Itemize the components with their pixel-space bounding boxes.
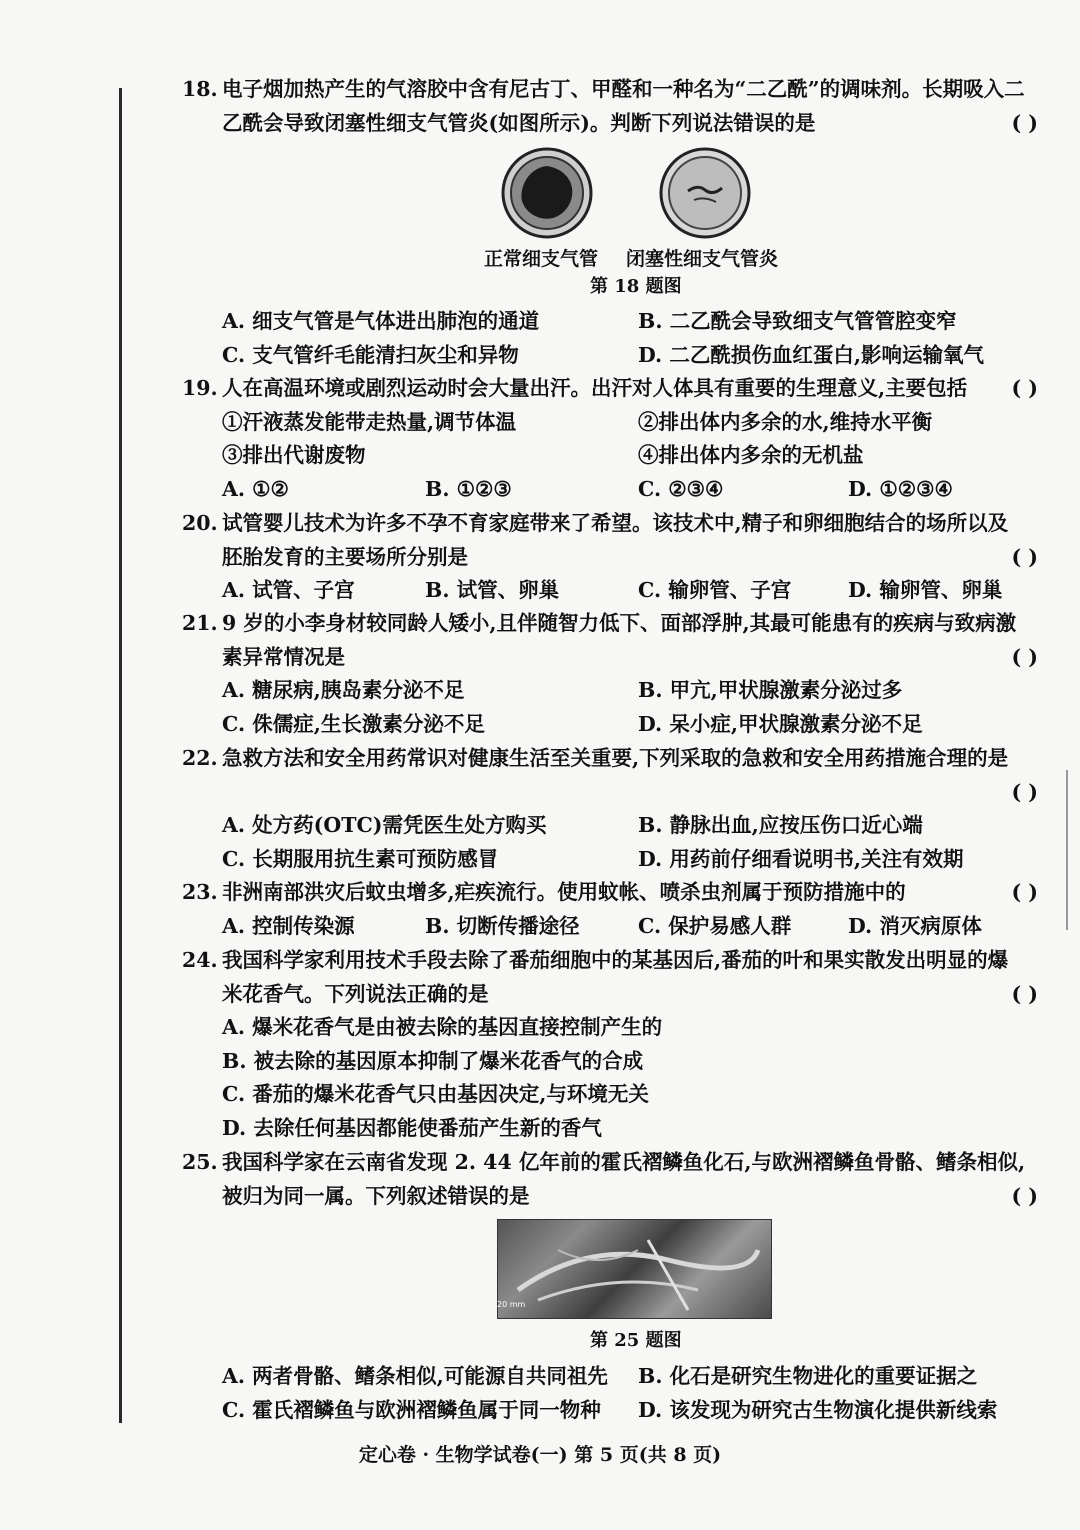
question-number: 22. [182, 746, 218, 770]
obstructed-bronchiole-image [658, 146, 752, 240]
question-number: 25. [182, 1150, 218, 1174]
question-18 [182, 73, 1040, 140]
left-margin-line [119, 88, 122, 1423]
question-18-options [182, 305, 1040, 372]
option-c: C. 保护易感人群 [638, 913, 792, 938]
question-number: 19. [182, 376, 218, 400]
question-stem: 急救方法和安全用药常识对健康生活至关重要,下列采取的急救和安全用药措施合理的是 [222, 746, 1009, 770]
question-21 [182, 607, 1040, 741]
option-d: D. 二乙酰损伤血红蛋白,影响运输氧气 [638, 342, 984, 367]
question-stem: 人在高温环境或剧烈运动时会大量出汗。出汗对人体具有重要的生理意义,主要包括 [222, 376, 968, 400]
question-23 [182, 876, 1040, 943]
option-c: C. 霍氏褶鳞鱼与欧洲褶鳞鱼属于同一物种 [222, 1397, 601, 1422]
option-d: D. 消灭病原体 [848, 913, 982, 938]
question-20 [182, 507, 1040, 608]
option-b: B. 试管、卵巢 [425, 578, 560, 602]
option-b: B. 切断传播途径 [425, 913, 580, 938]
option-a: A. 两者骨骼、鳍条相似,可能源自共同祖先 [222, 1364, 608, 1388]
statement-4: ④排出体内多余的无机盐 [638, 443, 864, 467]
question-25-options [182, 1360, 1040, 1427]
answer-bracket: ( ) [1011, 376, 1038, 400]
option-a: A. ①② [222, 476, 289, 501]
option-b: B. 二乙酰会导致细支气管管腔变窄 [638, 309, 957, 333]
question-25 [182, 1146, 1040, 1213]
option-b: B. 甲亢,甲状腺激素分泌过多 [638, 678, 903, 702]
answer-bracket: ( ) [1011, 110, 1038, 135]
option-b: B. 被去除的基因原本抑制了爆米花香气的合成 [222, 1048, 644, 1073]
statement-3: ③排出代谢废物 [222, 443, 366, 467]
question-stem-line-1: 试管婴儿技术为许多不孕不育家庭带来了希望。该技术中,精子和卵细胞结合的场所以及 [222, 511, 1009, 535]
option-b: B. ①②③ [425, 476, 512, 501]
question-number: 24. [182, 948, 218, 972]
question-stem: 非洲南部洪灾后蚊虫增多,疟疾流行。使用蚊帐、喷杀虫剂属于预防措施中的 [222, 880, 906, 904]
option-a: A. 控制传染源 [222, 913, 355, 938]
fossil-image [497, 1219, 772, 1319]
figure-label-normal: 正常细支气管 [484, 248, 599, 270]
question-stem: 电子烟加热产生的气溶胶中含有尼古丁、甲醛和一种名为“二乙酰”的调味剂。长期吸入二乙酰会导致闭塞性细支气管炎(如图所示)。判断下列说法错误的是 [222, 77, 1025, 135]
statement-1: ①汗液蒸发能带走热量,调节体温 [222, 409, 517, 434]
question-number: 20. [182, 511, 218, 535]
statement-2: ②排出体内多余的水,维持水平衡 [638, 409, 933, 434]
option-d: D. 去除任何基因都能使番茄产生新的香气 [222, 1115, 602, 1140]
question-stem-line-1: 我国科学家在云南省发现 2. 44 亿年前的霍氏褶鳞鱼化石,与欧洲褶鳞鱼骨骼、鳍条相似, [222, 1150, 1026, 1174]
option-d: D. 该发现为研究古生物演化提供新线索 [638, 1397, 998, 1422]
figure-label-disease: 闭塞性细支气管炎 [626, 248, 779, 270]
option-b: B. 静脉出血,应按压伤口近心端 [638, 813, 923, 837]
option-a: A. 糖尿病,胰岛素分泌不足 [222, 678, 465, 702]
question-number: 18. [182, 77, 218, 101]
question-number: 21. [182, 611, 218, 635]
figure-18-title: 第 18 题图 [590, 276, 682, 297]
question-stem-line-2: 米花香气。下列说法正确的是 [222, 981, 489, 1006]
question-stem-line-2: 被归为同一属。下列叙述错误的是 [222, 1183, 530, 1208]
question-19 [182, 372, 1040, 506]
option-d: D. ①②③④ [848, 476, 953, 501]
option-c: C. ②③④ [638, 476, 724, 501]
option-a: A. 爆米花香气是由被去除的基因直接控制产生的 [222, 1015, 663, 1039]
option-c: C. 侏儒症,生长激素分泌不足 [222, 711, 485, 736]
question-number: 23. [182, 880, 218, 904]
answer-bracket: ( ) [1011, 779, 1038, 804]
option-d: D. 呆小症,甲状腺激素分泌不足 [638, 711, 923, 736]
question-stem-line-1: 9 岁的小李身材较同龄人矮小,且伴随智力低下、面部浮肿,其最可能患有的疾病与致病激 [222, 611, 1017, 635]
option-c: C. 番茄的爆米花香气只由基因决定,与环境无关 [222, 1082, 649, 1106]
answer-bracket: ( ) [1011, 544, 1038, 569]
option-b: B. 化石是研究生物进化的重要证据之 [638, 1364, 978, 1388]
answer-bracket: ( ) [1011, 1183, 1038, 1208]
option-a: A. 细支气管是气体进出肺泡的通道 [222, 309, 540, 333]
option-a: A. 处方药(OTC)需凭医生处方购买 [222, 813, 547, 837]
question-stem-line-2: 素异常情况是 [222, 644, 345, 669]
answer-bracket: ( ) [1011, 880, 1038, 904]
page-footer: 定心卷 · 生物学试卷(一) 第 5 页(共 8 页) [358, 1444, 722, 1466]
question-stem-line-2: 胚胎发育的主要场所分别是 [222, 544, 468, 569]
option-c: C. 支气管纤毛能清扫灰尘和异物 [222, 342, 519, 367]
option-d: D. 用药前仔细看说明书,关注有效期 [638, 846, 964, 871]
answer-bracket: ( ) [1011, 981, 1038, 1006]
question-22 [182, 742, 1040, 876]
answer-bracket: ( ) [1011, 644, 1038, 669]
normal-bronchiole-image [500, 146, 594, 240]
option-d: D. 输卵管、卵巢 [848, 578, 1003, 602]
figure-25-title: 第 25 题图 [590, 1330, 682, 1351]
question-24 [182, 944, 1040, 1145]
scale-bar-label: 20 mm [497, 1300, 526, 1309]
option-c: C. 输卵管、子宫 [638, 578, 792, 602]
option-a: A. 试管、子宫 [222, 578, 355, 602]
right-edge-mark [1066, 770, 1068, 930]
question-stem-line-1: 我国科学家利用技术手段去除了番茄细胞中的某基因后,番茄的叶和果实散发出明显的爆 [222, 948, 1009, 972]
option-c: C. 长期服用抗生素可预防感冒 [222, 846, 499, 871]
